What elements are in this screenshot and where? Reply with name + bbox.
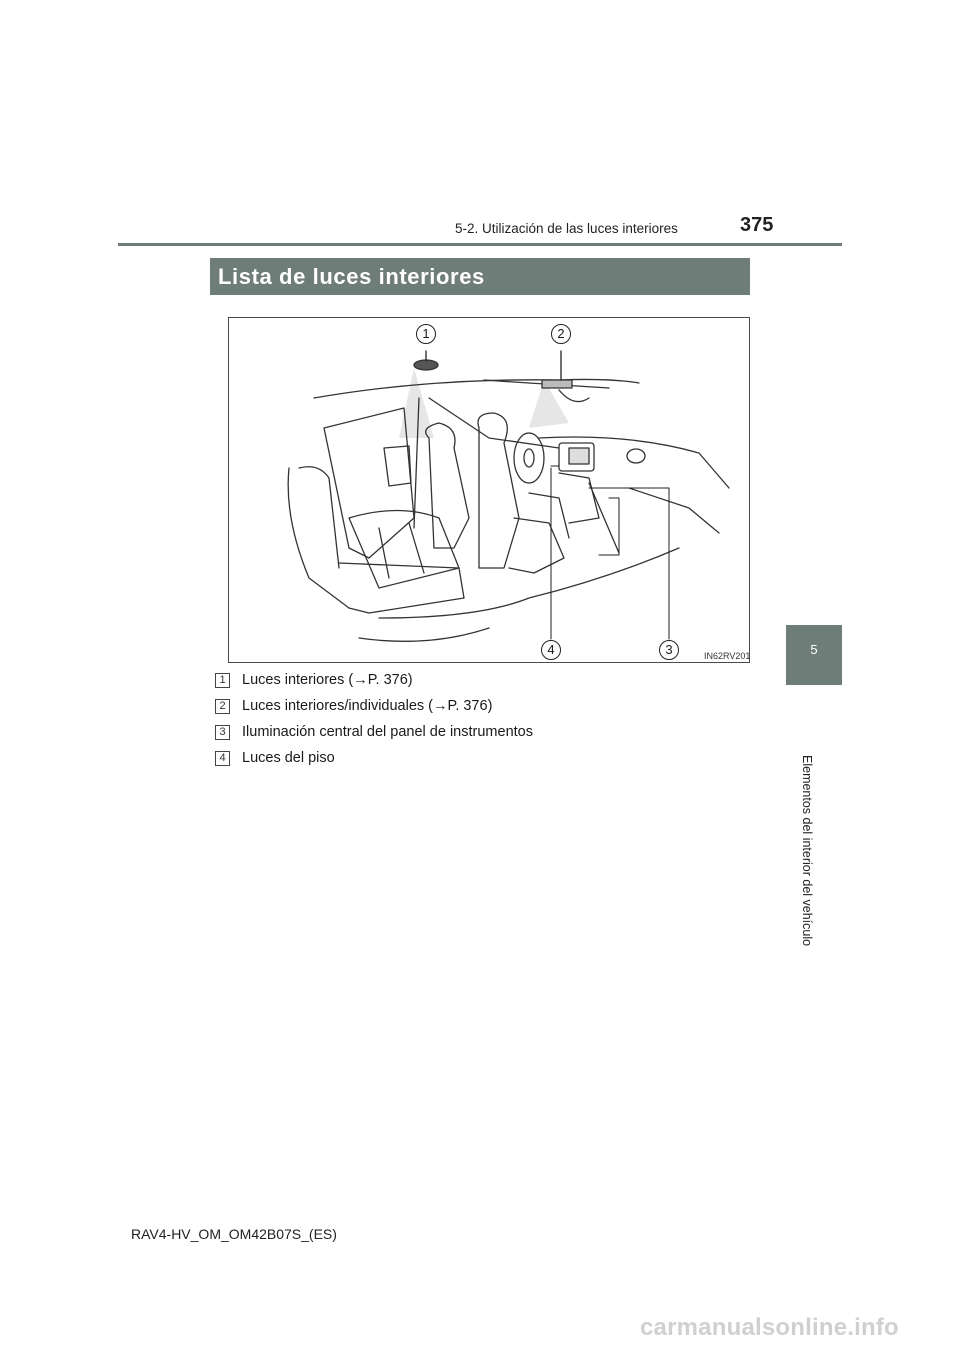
header-section-title: 5-2. Utilización de las luces interiores <box>455 221 678 236</box>
legend-text: Luces del piso <box>242 750 335 766</box>
legend-number: 3 <box>215 725 230 740</box>
legend-text: Luces interiores (→P. 376) <box>242 672 413 688</box>
page-number: 375 <box>740 214 774 236</box>
legend-text: Iluminación central del panel de instrumentos <box>242 724 533 740</box>
interior-lights-figure <box>228 317 750 663</box>
figure-code: IN62RV201 <box>704 651 751 661</box>
legend-number: 1 <box>215 673 230 688</box>
chapter-tab[interactable]: 5 <box>786 625 842 685</box>
car-interior-illustration <box>229 318 751 664</box>
footer-document-code: RAV4-HV_OM_OM42B07S_(ES) <box>131 1226 337 1242</box>
callout-3: 3 <box>659 640 679 660</box>
callout-2: 2 <box>551 324 571 344</box>
watermark[interactable]: carmanualsonline.info <box>640 1314 899 1341</box>
chapter-side-label: Elementos del interior del vehículo <box>800 755 814 947</box>
legend-number: 4 <box>215 751 230 766</box>
header-rule <box>118 243 842 246</box>
callout-4: 4 <box>541 640 561 660</box>
legend-number: 2 <box>215 699 230 714</box>
legend-text: Luces interiores/individuales (→P. 376) <box>242 698 493 714</box>
section-banner: Lista de luces interiores <box>210 258 750 295</box>
callout-1: 1 <box>416 324 436 344</box>
